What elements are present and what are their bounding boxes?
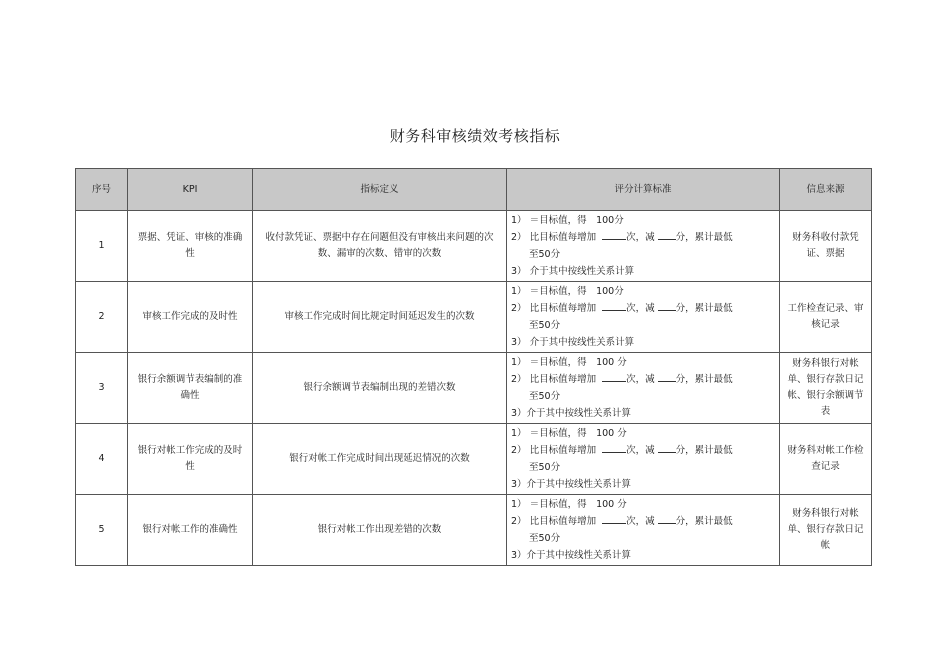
blank-field [602, 514, 626, 524]
cell-criteria [507, 424, 780, 495]
cell-source: 财务科银行对帐单、银行存款日记帐 [780, 495, 872, 566]
blank-field [658, 301, 676, 311]
cell-kpi: 银行余额调节表编制的准确性 [128, 353, 253, 424]
cell-kpi: 审核工作完成的及时性 [128, 282, 253, 353]
table-row [76, 495, 872, 566]
header-seq: 序号 [76, 169, 128, 211]
header-definition: 指标定义 [253, 169, 507, 211]
criteria-line-3: 3）介于其中按线性关系计算 [511, 479, 632, 490]
criteria-line-2: 2） 比目标值每增加 次，减 分，累计最低 [511, 303, 733, 314]
cell-criteria [507, 282, 780, 353]
criteria-line-2: 2） 比目标值每增加 次，减 分，累计最低 [511, 445, 733, 456]
blank-field [602, 230, 626, 240]
criteria-line-2-cont: 至50分 [529, 533, 561, 544]
blank-field [658, 230, 676, 240]
criteria-line-3: 3） 介于其中按线性关系计算 [511, 266, 635, 277]
cell-seq: 2 [76, 282, 128, 353]
cell-seq: 4 [76, 424, 128, 495]
header-source: 信息来源 [780, 169, 872, 211]
criteria-line-1: 1） ＝目标值，得 100分 [511, 215, 624, 226]
criteria-line-2: 2） 比目标值每增加 次，减 分，累计最低 [511, 516, 733, 527]
cell-definition: 银行余额调节表编制出现的差错次数 [253, 353, 507, 424]
cell-criteria [507, 353, 780, 424]
criteria-line-1: 1） ＝目标值，得 100 分 [511, 499, 627, 510]
criteria-line-2-cont: 至50分 [529, 462, 561, 473]
criteria-line-3: 3）介于其中按线性关系计算 [511, 550, 632, 561]
criteria-line-2-cont: 至50分 [529, 320, 561, 331]
cell-kpi: 票据、凭证、审核的准确性 [128, 211, 253, 282]
cell-definition: 银行对帐工作出现差错的次数 [253, 495, 507, 566]
blank-field [658, 514, 676, 524]
cell-kpi: 银行对帐工作的准确性 [128, 495, 253, 566]
criteria-line-1: 1） ＝目标值，得 100 分 [511, 357, 627, 368]
cell-definition: 银行对帐工作完成时间出现延迟情况的次数 [253, 424, 507, 495]
table-row [76, 353, 872, 424]
cell-criteria [507, 495, 780, 566]
blank-field [602, 443, 626, 453]
cell-seq: 1 [76, 211, 128, 282]
blank-field [658, 372, 676, 382]
criteria-line-3: 3） 介于其中按线性关系计算 [511, 337, 635, 348]
cell-seq: 5 [76, 495, 128, 566]
cell-seq: 3 [76, 353, 128, 424]
kpi-table [75, 168, 872, 566]
page-title: 财务科审核绩效考核指标 [389, 127, 561, 145]
table-row [76, 424, 872, 495]
table-row [76, 282, 872, 353]
cell-source: 财务科银行对帐单、银行存款日记帐、银行余额调节表 [780, 353, 872, 424]
cell-source: 财务科对帐工作检查记录 [780, 424, 872, 495]
criteria-line-2: 2） 比目标值每增加 次，减 分，累计最低 [511, 232, 733, 243]
table-row [76, 211, 872, 282]
header-kpi: KPI [128, 169, 253, 211]
table-header-row [76, 169, 872, 211]
criteria-line-1: 1） ＝目标值，得 100分 [511, 286, 624, 297]
cell-source: 财务科收付款凭证、票据 [780, 211, 872, 282]
cell-criteria [507, 211, 780, 282]
blank-field [658, 443, 676, 453]
cell-definition: 审核工作完成时间比规定时间延迟发生的次数 [253, 282, 507, 353]
criteria-line-2-cont: 至50分 [529, 249, 561, 260]
blank-field [602, 372, 626, 382]
cell-kpi: 银行对帐工作完成的及时性 [128, 424, 253, 495]
cell-definition: 收付款凭证、票据中存在问题但没有审核出来问题的次数、漏审的次数、错审的次数 [253, 211, 507, 282]
header-criteria: 评分计算标准 [507, 169, 780, 211]
criteria-line-3: 3）介于其中按线性关系计算 [511, 408, 632, 419]
criteria-line-2: 2） 比目标值每增加 次，减 分，累计最低 [511, 374, 733, 385]
criteria-line-1: 1） ＝目标值，得 100 分 [511, 428, 627, 439]
cell-source: 工作检查记录、审核记录 [780, 282, 872, 353]
blank-field [602, 301, 626, 311]
criteria-line-2-cont: 至50分 [529, 391, 561, 402]
